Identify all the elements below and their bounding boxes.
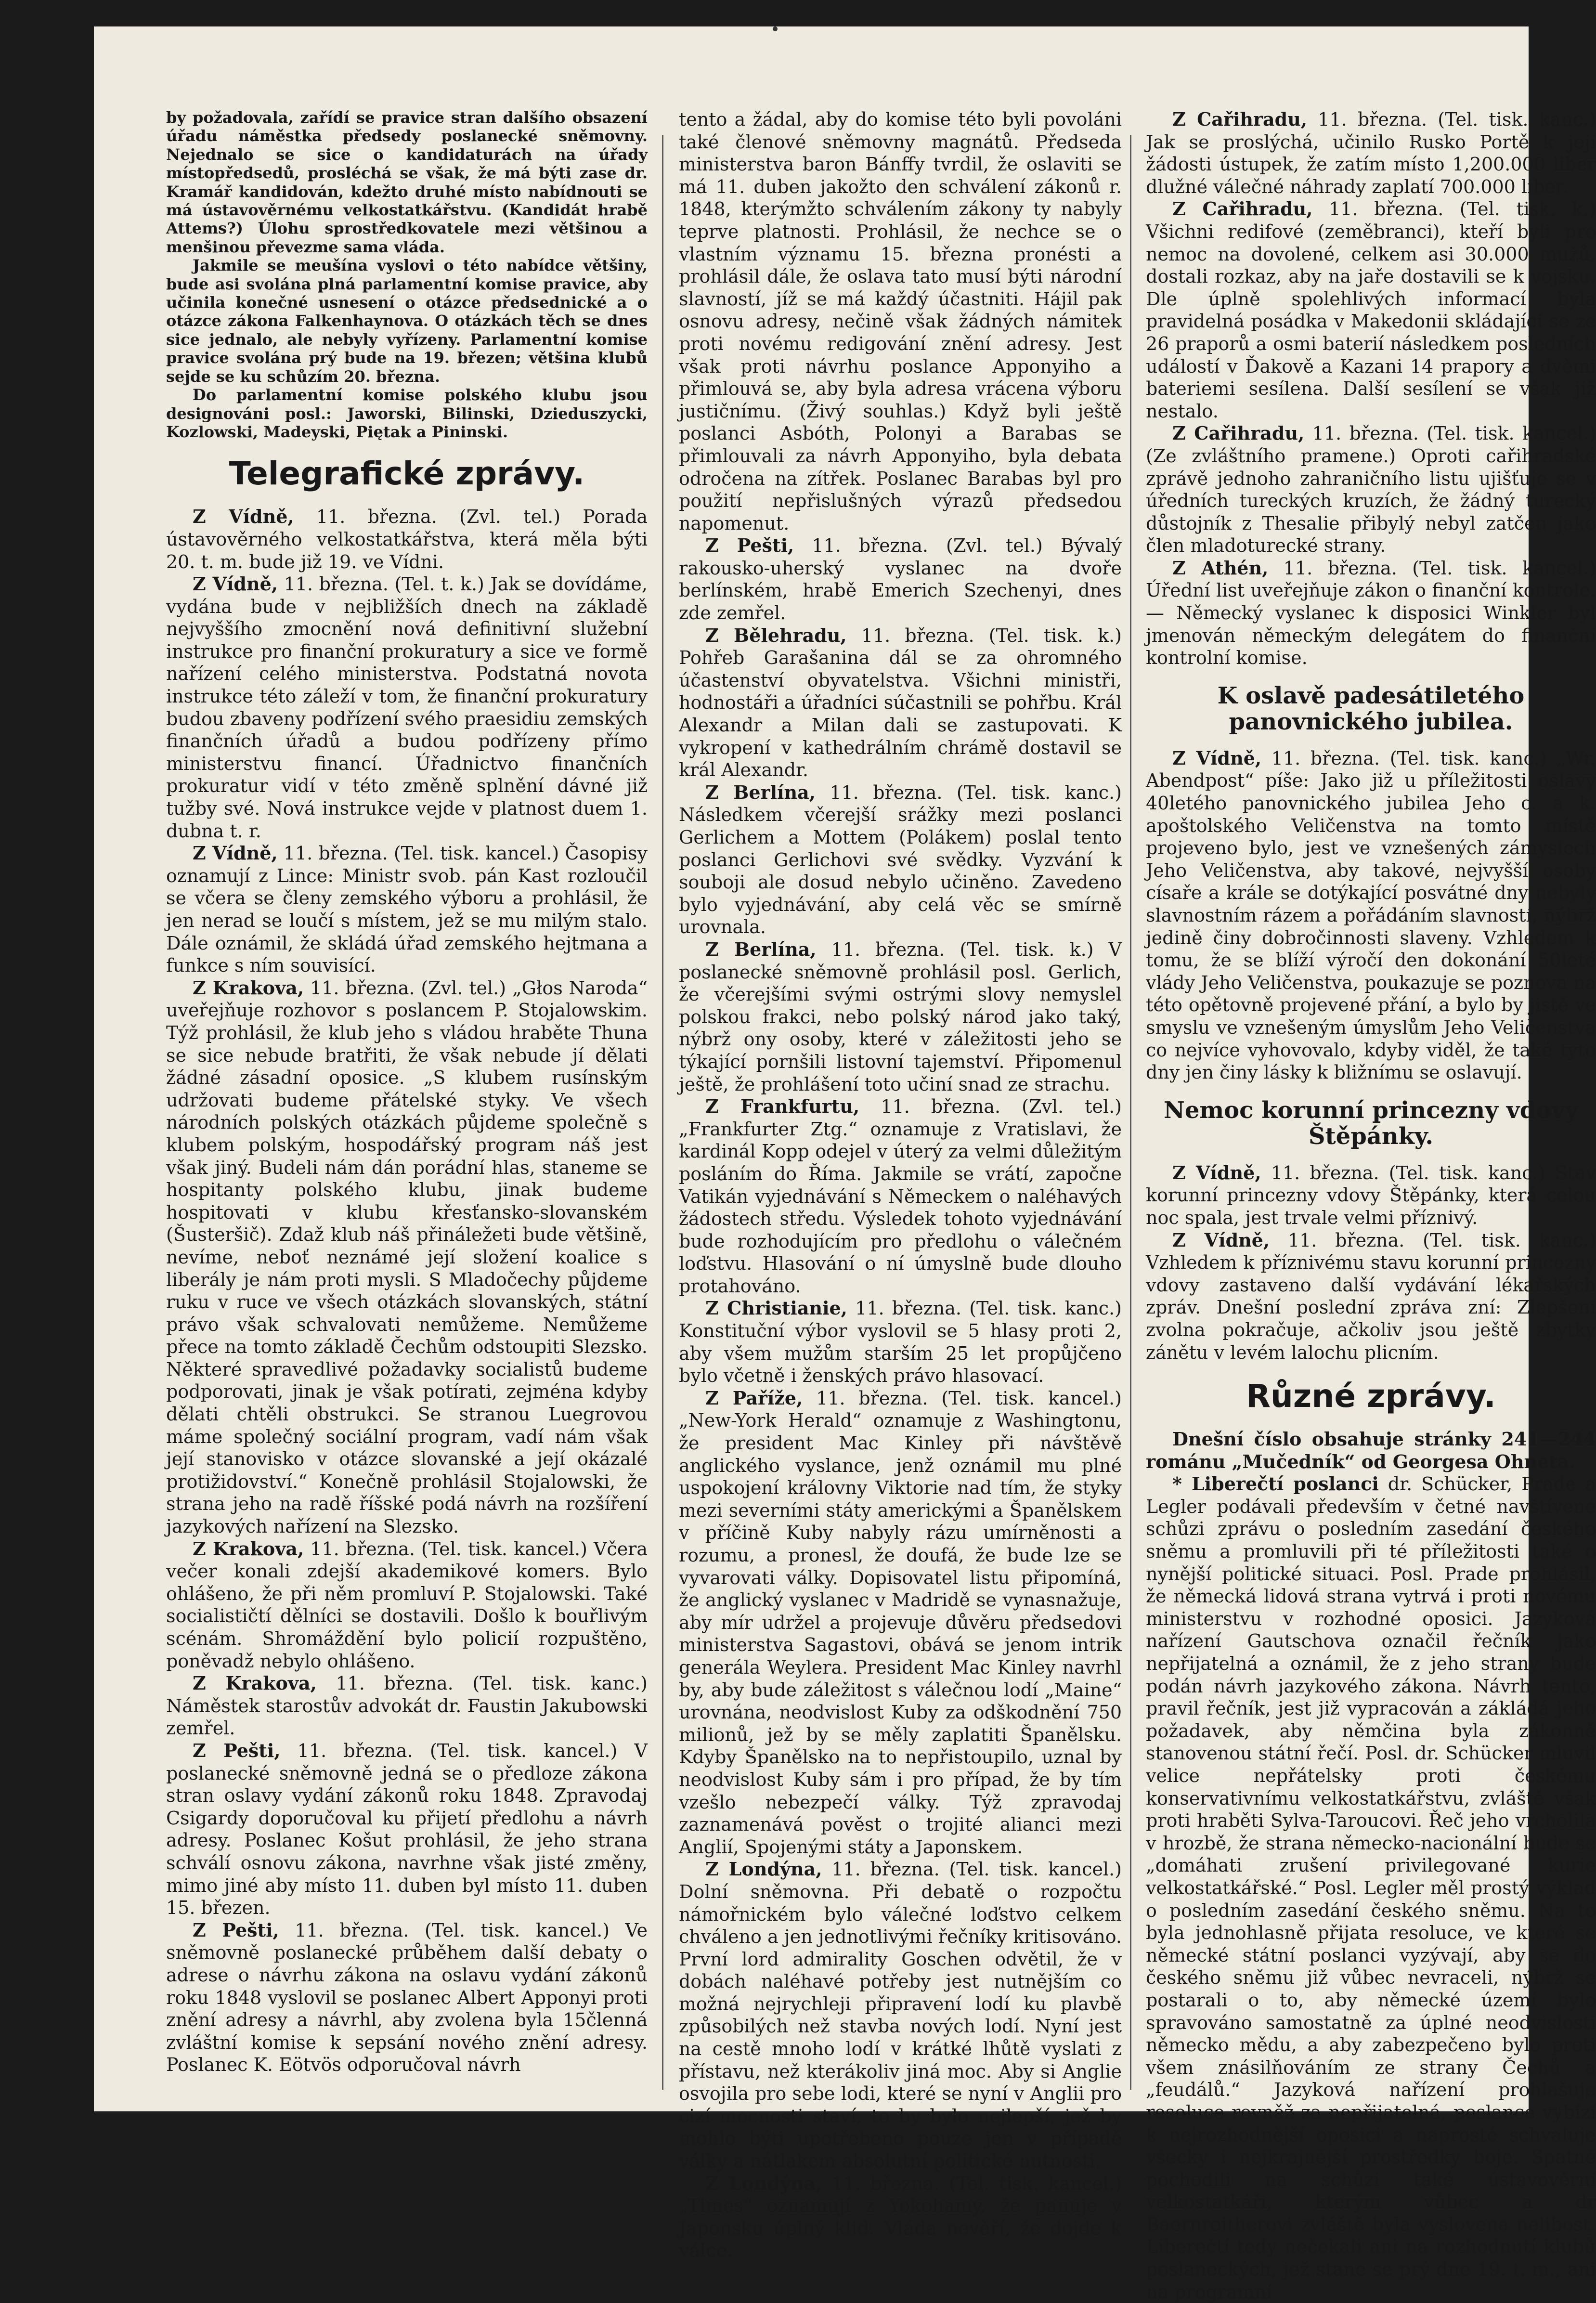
news-text: 11. března. (Tel. tisk. kancel.) Ve sněmovně poslanecké průběhem další debaty o adrese o návrhu zákona na oslavu vydání zákonů roku 1848 vyslovil se poslanec Albert Apponyi proti znění adresy a návrhl, aby zvolena byla 15členná zvláštní komise k sepsání nového znění adresy. Poslanec K. Eötvös odporučoval návrh — [166, 1919, 648, 2076]
news-item — [166, 1919, 648, 2076]
news-item — [1146, 747, 1596, 1084]
news-text: 11. března. (Tel. tisk. kancel.) „New-York Herald“ oznamuje z Washingtonu, že president Mac Kinley při návštěvě anglického vyslance, jenž oznámil mu plné uspokojení královny Viktorie nad tím, že styky mezi severními státy americkými a Španělskem v příčině Kuby nabyly rázu umírněnosti a rozumu, a pronesl, že doufá, že bude lze se vyvarovati války. Dopisovatel listu připomíná, že anglický vyslanec v Madridě se vynasnažuje, aby mír udržel a projevuje důvěru předsedovi ministerstva Sagastovi, obává se jenom intrik generála Weylera. President Mac Kinley navrhl by, aby bude záležitost s válečnou lodí „Maine“ urovnána, neodvislost Kuby za odškodnění 750 milionů, jež by se měly zaplatiti Španělsku. Kdyby Španělsko na to nepřistoupilo, uznal by neodvislost Kuby sám i pro případ, že by tím vzešlo nebezpečí války. Týž zpravodaj zaznamenává pověst o trojité alianci mezi Anglií, Spojenými státy a Japonskem. — [679, 1387, 1122, 1858]
news-item — [166, 977, 648, 1538]
dateline: Z Berlína, — [705, 781, 816, 803]
dateline: Z Cařihradu, — [1172, 198, 1313, 220]
dateline: Z Bělehradu, — [705, 624, 847, 646]
dateline: Z Vídně, — [1172, 747, 1262, 769]
dateline: Z Krakova, — [193, 1537, 304, 1560]
news-text: 11. března. (Tel. tisk. kancel.) Včera večer konali zdejší akademikové komers. Bylo ohlášeno, že při něm promluví P. Stojalowski. Také socialističtí dělníci se dostavili. Došlo k bouřlivým scénám. Shromáždění bylo policií rozpuštěno, poněvadž nebylo ohlášeno. — [166, 1538, 648, 1672]
news-text: 11. března. (Tel. tisk. kanc.) Vzhledem k příznivému stavu korunní princezny vdovy zastaveno další vydávání lékařských zpráv. Dnešní poslední zpráva zní: Zlepšení zvolna pokračuje, ačkoliv jsou ještě zbytky zánětu v levém lalochu plicním. — [1146, 1229, 1596, 1363]
news-text: 11. března. (Tel. tisk. kanc.) „Wr. Abendpost“ píše: Jako již u příležitosti oslavy 40letého panovnického jubilea Jeho c. a k. apoštolského Veličenstva na tomto místě projeveno bylo, jest ve vznešených zámyslech Jeho Veličenstva, aby takové, nejvyšší osoby císaře a krále se dotýkající posvátné dny nebyly slavnostním rázem a pořádáním slavností, nýbrž jedině činy dobročinnosti slaveny. Vzhledem k tomu, že se blíží výročí den dokonání 50leté vlády Jeho Veličenstva, poukazuje se poznova na této opětovně projevené přání, a bylo by jistě ve smyslu ve vznešeným úmyslům Jeho Veličenstva co nejvíce vyhovovalo, kdyby viděl, že také tyto dny jen činy lásky k bližnímu se oslavují. — [1146, 747, 1596, 1083]
news-item — [679, 938, 1122, 1095]
dateline: Z Berlína, — [705, 938, 817, 960]
news-text: 11. března. (Tel. tisk. kancel.) Úřední list uveřejňuje zákon o finanční kontrole. — Německý vyslanec k disposici Winkler byl jmenován německým delegátem do finanční kontrolní komise. — [1146, 557, 1596, 669]
section-heading: Nemoc korunní princezny vdovy Štěpánky. — [1163, 1096, 1579, 1150]
news-text: 11. března. (Zvl. tel.) „Frankfurter Ztg.“ oznamuje z Vratislavi, že kardinál Kopp odejel v úterý za velmi důležitým posláním do Říma. Jakmile se vrátí, započne Vatikán vyjednávání s Německem o naléhavých žádostech středu. Výsledek tohoto vyjednávání bude rozhodujícím pro předlohu o válečném loďstvu. Hlasování o ní úmyslně bude dlouho protahováno. — [679, 1096, 1122, 1297]
news-item — [166, 573, 648, 842]
ink-dot — [773, 26, 778, 31]
news-item — [1146, 1162, 1596, 1229]
news-item — [679, 1387, 1122, 1858]
paragraph: Jakmile se meušína vyslovi o této nabídce většiny, bude asi svolána plná parlamentní komise pravice, aby učinila konečné usnesení o otázce předsednické a o otázce zákona Falkenhaynova. O otázkách těch se dnes sice jednalo, ale nebyly vyřízeny. Parlamentní komise pravice svolána prý bude na 19. březen; většina klubů sejde se ku schůzím 20. března. — [166, 256, 648, 386]
news-text: 11. března. (Tel. tisk. kanc.) Konstituční výbor vyslovil se 5 hlasy proti 2, aby všem mužům starším 25 let propůjčeno bylo včetně i ženských právo hlasovací. — [679, 1298, 1122, 1387]
dateline: Z Krakova, — [193, 976, 304, 999]
news-text: 11. března. (Tel. tisk. kancel.) (Ze zvláštního pramene.) Oproti cařihradské zprávě jednoho zahraničního listu ujišťuje se v úředních tureckých kruzích, že žádný turecký důstojník z Thesalie přibylý nebyl zatčen jako člen mladoturecké strany. — [1146, 423, 1596, 557]
news-text: 11. března. (Tel. tisk. kancel.) V poslanecké sněmovně jedná se o předloze zákona stran oslavy vydání zákonů roku 1848. Zpravodaj Csigardy doporučoval ku přijetí předlohu a návrh adresy. Poslanec Košut prohlásil, že jeho strana schválí osnovu zákona, navrhne však jisté změny, mimo jiné aby místo 11. duben byl místo 11. duben 15. březen. — [166, 1740, 648, 1919]
news-text: 11. března. (Tel. tisk. k.) V poslanecké sněmovně prohlásil posl. Gerlich, že včerejšími svými ostrými slovy nemyslel polskou frakci, nebo polský národ jako taký, nýbrž ony osoby, které v záležitosti jeho se týkající pornšili listovní tajemství. Připomenul ještě, že prohlášení toto učiní snad ze strachu. — [679, 938, 1122, 1095]
dateline: Z Cařihradu, — [1172, 108, 1308, 130]
paragraph: by požadovala, zařídí se pravice stran dalšího obsazení úřadu náměstka předsedy poslanecké sněmovny. Nejednalo se sice o kandidaturách na úřady místopředsedů, prosléchá se však, že má býti zase dr. Kramář kandidován, kdežto druhé místo nabídnouti se má ústavověrnému velkostatkářstvu. (Kandidát hrabě Attems?) Úlohu sprostředkovatele mezi většinou a menšinou převezme sama vláda. — [166, 108, 648, 256]
news-item — [679, 1297, 1122, 1387]
dateline: Z Paříže, — [705, 1387, 803, 1409]
news-text: 11. března. (Tel. tisk. kanc.) Náměstek starostův advokát dr. Faustin Jakubowski zemřel. — [166, 1673, 648, 1739]
column-rule — [1130, 135, 1131, 2090]
news-item — [679, 1858, 1122, 2172]
news-text: 11. března. (Tel. tisk. kancel.) „Times“ oznamují z Yokohamy, že panuje v Japonsku úplný klid. Vláda nevěří, že dojde k válce. — [679, 2173, 1122, 2262]
news-item — [1146, 1229, 1596, 1364]
dateline: Z Pešti, — [193, 1919, 279, 1941]
dateline: Z Vídně, — [1172, 1161, 1261, 1184]
news-text: dr. Schücker, Prade a Legler podávali především v četné navštívené schůzi zprávu o posledním zasedání českého sněmu a promluvili při té příležitosti také o nynější politické situaci. Posl. Prade prohlásil, že německá lidová strana vytrvá i proti novému ministerstvu v rozhodné oposici. Jazyková nařízení Gautschova označil řečník jako nepřijatelná a oznámil, že z jeho strany bude podán návrh jazykového zákona. Návrh tento, pravil řečník, jest již vypracován a zákládá jeho požadavek, aby němčina byla zákonně stanovenou státní řečí. Posl. dr. Schücker mluvil velice nepřátelsky proti českému konservativnímu velkostatkářstvu, zvláště však proti hraběti Sylva-Taroucovi. Řeč jeho vrcholila v hrozbě, že strana německo-nacionální bude se „domáhati zrušení privilegované kurie velkostatkářské.“ Posl. Legler měl prostý výklad o posledním zasedání českého sněmu. Na to byla jednohlasně přijata resoluce, ve které se německé státní poslanci vyzývají, aby se do českého sněmu již vůbec nevraceli, nýbrž se postarali o to, aby německé území bylo spravováno samostatně za úplné neodvislosti německo mědu, a aby zabezpečeno bylo proti všem znásilňováním ze strany Čechů a „feudálů.“ Jazyková nařízení prohlašuje resoluce rovněž za nepřijatelná, poslance vybízí k nejrozhodnější oposici a naprosté schvaluje všecky i nejkrajnější prostředky boje. Spatně pochodili na schůzi také ústavověrní velkostatkáři, kterým vůbec a dr Baernreitherovi zvláště byla vyslovena nelibost. Liberečtí tedy nečekali ani na rozhodnutí klubů poslaneckých, jež stane se prý dne 19. t. m., ani na programní — [1146, 1473, 1596, 2303]
dateline: Z Cařihradu, — [1172, 422, 1305, 444]
dateline: Z Frankfurtu, — [705, 1095, 860, 1118]
paragraph: Dnešní číslo obsahuje stránky 241—244 románu „Mučedník“ od Georgesa Ohneta. — [1146, 1428, 1596, 1472]
dateline: Z Christianie, — [705, 1297, 847, 1319]
dateline: Z Londýna, — [705, 1858, 822, 1880]
news-text: 11. března. (Zvl. tel.) Bývalý rakousko-uherský vyslanec na dvoře berlínském, hrabě Emerich Szechenyi, dnes zde zemřel. — [679, 535, 1122, 624]
dateline: Z Londýna, — [705, 2172, 822, 2194]
news-item — [679, 534, 1122, 624]
dateline: * Liberečtí poslanci — [1172, 1473, 1379, 1495]
news-text: 11. března. (Tel. tisk. kancel.) Dolní sněmovna. Při debatě o rozpočtu námořnickém bylo válečné loďstvo celkem chváleno a jen jednotlivými řečníky kritisováno. První lord admirality Goschen odvětil, že v dobách naléhavé potřeby jest nutnějším co možná nejrychleji připravení lodí ku plavbě způsobilých než stavba nových lodí. Nyní jest na cestě mnoho lodí v krátké lhůtě vyslati z přístavu, než kterákoliv jiná moc. Aby si Anglie osvojila pro sebe lodi, které se nyní v Anglii pro cizí mocnosti staví, to by bylo nejlepší, jež by mohlo býti upotřebeno pouze jen v případě války a nátlakem absolutní politické nutnosti. — [679, 1859, 1122, 2172]
dateline: Z Vídně, — [193, 842, 278, 864]
news-item — [166, 1538, 648, 1673]
news-item — [679, 781, 1122, 938]
column-right — [1146, 108, 1596, 2303]
news-text: 11. března. (Tel. tisk. k.) Všichni redifové (zeměbranci), kteří byli pro nemoc na dovolené, celkem asi 30.000 mužů, dostali rozkaz, aby na jaře dostavili se k vojsku. Dle úplně spolehlivých informací byla pravidelná posádka v Makedonii skládající se ze 26 praporů a osmi baterií následkem posledních událostí v Ďakově a Kazani 14 prapory a dvěmi bateriemi sesílena. Další sesílení se však již nestalo. — [1146, 198, 1596, 422]
dateline: Z Vídně, — [193, 506, 294, 528]
news-item — [1146, 422, 1596, 557]
dateline: Z Krakova, — [193, 1672, 317, 1694]
news-text: 11. března. (Tel. t. k.) Jak se dovídáme, vydána bude v nejbližších dnech na základě nejvyššího zmocnění nová definitivní služební instrukce pro finanční prokuratury a sice ve formě nařízení celého ministerstva. Podstatná novota instrukce této záleží v tom, že finanční prokuratury budou zbaveny podřízení svého praesidiu zemských finančních úřadů a budou podřízeny přímo ministerstvu financí. Úřadnictvo finančních prokuratur vidí v této změně splnění dávné již tužby své. Nová instrukce vejde v platnost duem 1. dubna t. r. — [166, 573, 648, 842]
paragraph: Do parlamentní komise polského klubu jsou designováni posl.: Jaworski, Bilinski, Dzieduszycki, Kozlowski, Madeyski, Piętak a Pininski. — [166, 386, 648, 441]
column-rule — [662, 135, 663, 2090]
column-middle — [679, 108, 1122, 2262]
dateline: Z Vídně, — [1172, 1229, 1270, 1251]
news-text: 11. března. (Tel. tisk. kanc.) Jak se proslýchá, učinilo Rusko Portě k její žádosti ústupek, že zatím místo 1,200.000 liber dlužné válečné náhrady zaplatí 700.000 liber. — [1146, 109, 1596, 197]
news-item — [1146, 108, 1596, 198]
news-item — [166, 842, 648, 977]
section-heading: Různé zprávy. — [1246, 1378, 1496, 1415]
section-heading: Telegrafické zprávy. — [229, 455, 585, 493]
news-item — [679, 2173, 1122, 2262]
news-item — [679, 1095, 1122, 1297]
news-item — [166, 1672, 648, 1740]
dateline: Z Athén, — [1172, 557, 1269, 579]
news-text: 11. března. (Zvl. tel.) „Głos Naroda“ uveřejňuje rozhovor s poslancem P. Stojalowskim. Týž prohlásil, že klub jeho s vládou hraběte Thuna se sice nebude bratřiti, že však nebude jí dělati žádné zásadní oposice. „S klubem rusínským udržovati budeme přátelské styky. Ve všech národních polských otázkách půjdeme společně s klubem polským, hospodářský program náš jest však jiný. Budeli nám dán porádní hlas, staneme se hospitanty polského klubu, jinak budeme hospitovati v klubu křesťansko-slovanském (Šusteršič). Zdaž klub náš přináležeti bude většině, nevíme, neboť neznámé její složení koalice s liberály je nám proti mysli. S Mladočechy půjdeme ruku v ruce ve všech otázkách slovanských, státní právo však schvalovati nemůžeme. Nemůžeme přece na tomto základě Čechům odstoupiti Slezsko. Některé spravedlivé požadavky socialistů budeme podporovati, jinak je však potírati, zejména kdyby dělati chtěli obstrukci. Se stranou Luegrovou máme společný sociální program, vadí nám však její stanovisko v otázce slovanské a její okázalé protižidovství.“ Konečně prohlásil Stojalowski, že strana jeho na radě říšské podá návrh na rozšíření jazykových nařízení na Slezsko. — [166, 977, 648, 1537]
dateline: Z Pešti, — [193, 1739, 281, 1761]
news-text: 11. března. (Tel. tisk. kanc.) Následkem včerejší srážky mezi poslanci Gerlichem a Mottem (Polákem) poslal tento poslanci Gerlichovi své svědky. Vyzvání k souboji ale dosud nebylo učiněno. Zavedeno bylo vyjednávání, aby celá věc se smírně urovnala. — [679, 781, 1122, 938]
dateline: Z Pešti, — [705, 534, 794, 557]
news-item — [1146, 1473, 1596, 2303]
news-item — [1146, 557, 1596, 669]
news-item — [166, 506, 648, 573]
news-text: 11. března. (Tel. tisk. kanc.) Stav korunní princezny vdovy Štěpánky, která celou noc spala, jest trvale velmi příznivý. — [1146, 1162, 1596, 1228]
news-text: 11. března. (Zvl. tel.) Porada ústavověrného velkostatkářstva, která měla býti 20. t. m. bude již 19. ve Vídni. — [166, 506, 648, 572]
dateline: Z Vídně, — [193, 573, 278, 595]
section-heading: K oslavě padesátiletého panovnického jubilea. — [1217, 682, 1525, 735]
news-text: 11. března. (Tel. tisk. kancel.) Časopisy oznamují z Lince: Ministr svob. pán Kast rozloučil se včera se členy zemského výboru a prohlásil, že jen nerad se loučí s místem, jež se mu milým stalo. Dále oznámil, že skládá úřad zemského hejtmana a funkce s ním souvisící. — [166, 843, 648, 976]
column-left — [166, 108, 648, 2102]
news-item — [1146, 198, 1596, 422]
paragraph: tento a žádal, aby do komise této byli povoláni také členové sněmovny magnátů. Předseda ministerstva baron Bánffy tvrdil, že oslaviti se má 11. duben jakožto den schválení zákonů r. 1848, kterýmžto schválením zákony ty nabyly teprve platnosti. Prohlásil, že nechce se o vlastním významu 15. března pronésti a prohlásil dále, že oslava tato musí býti národní slavností, jíž se má každý účastniti. Hájil pak osnovu adresy, nečině však žádných námitek proti novému redigování znění adresy. Jest však proti návrhu poslance Apponyiho a přimlouvá se, aby byla adresa vrácena výboru justičnímu. (Živý souhlas.) Když byli ještě poslanci Asbóth, Polonyi a Barabas se přimlouvali za návrh Apponyiho, byla debata odročena na zítřek. Poslanec Barabas byl pro použití nepřislušných výrazů předsedou napomenut. — [679, 109, 1122, 534]
newspaper-page — [94, 26, 1596, 2303]
news-item — [679, 625, 1122, 781]
news-text: 11. března. (Tel. tisk. k.) Pohřeb Garašanina dál se za ohromného účastenství obyvatelstva. Všichni ministři, hodnostáři a úřadníci súčastnili se pohřbu. Král Alexandr a Milan dali se zastupovati. K vykropení v kathedrálním chrámě dostavil se král Alexandr. — [679, 625, 1122, 781]
news-item — [166, 1740, 648, 1919]
